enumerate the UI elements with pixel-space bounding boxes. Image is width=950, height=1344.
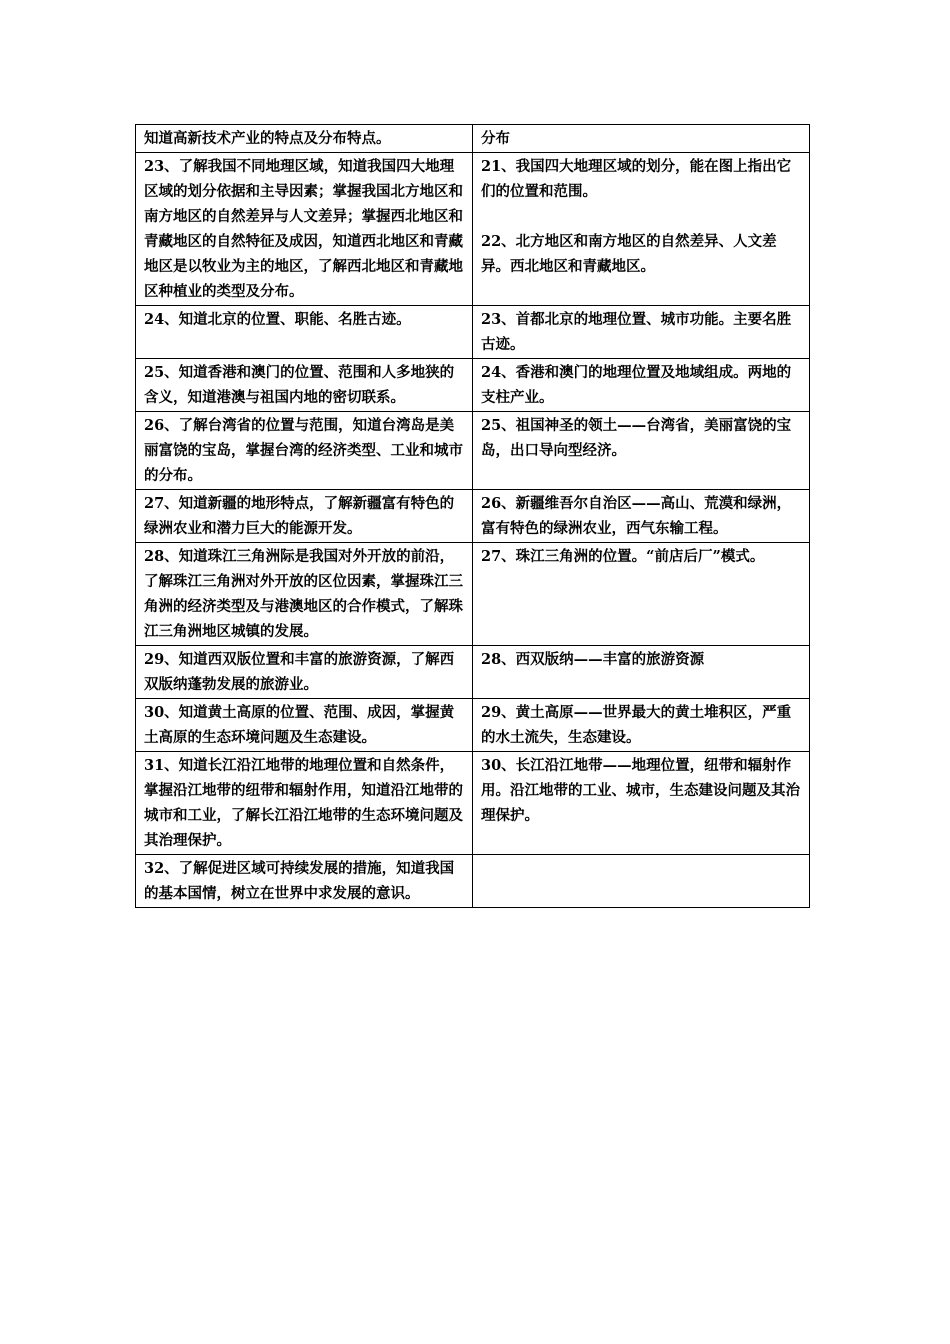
content-cell — [473, 699, 810, 752]
content-text: 21、我国四大地理区域的划分，能在图上指出它们的位置和范围。 — [481, 158, 792, 200]
content-text: 24、香港和澳门的地理位置及地域组成。两地的支柱产业。 — [481, 364, 792, 406]
table-row — [136, 855, 810, 908]
table-row — [136, 752, 810, 855]
table-row — [136, 699, 810, 752]
content-cell — [473, 752, 810, 855]
requirement-cell: 23、了解我国不同地理区域，知道我国四大地理区域的划分依据和主导因素；掌握我国北方地区和南方地区的自然差异与人文差异；掌握西北地区和青藏地区的自然特征及成因，知道西北地区和青藏地区是以牧业为主的地区，了解西北地区和青藏地区种植业的类型及分布。 — [136, 153, 473, 306]
table-row — [136, 490, 810, 543]
content-cell — [473, 125, 810, 153]
table-row — [136, 153, 810, 306]
requirement-cell: 31、知道长江沿江地带的地理位置和自然条件，掌握沿江地带的纽带和辐射作用，知道沿江地带的城市和工业，了解长江沿江地带的生态环境问题及其治理保护。 — [136, 752, 473, 855]
content-text: 27、珠江三角洲的位置。“前店后厂”模式。 — [481, 548, 765, 565]
requirement-cell: 30、知道黄土高原的位置、范围、成因，掌握黄土高原的生态环境问题及生态建设。 — [136, 699, 473, 752]
content-text: 25、祖国神圣的领土——台湾省，美丽富饶的宝岛，出口导向型经济。 — [481, 417, 792, 459]
content-text: 30、长江沿江地带——地理位置，纽带和辐射作用。沿江地带的工业、城市，生态建设问题及其治理保护。 — [481, 757, 800, 824]
requirement-cell: 25、知道香港和澳门的位置、范围和人多地狭的含义，知道港澳与祖国内地的密切联系。 — [136, 359, 473, 412]
content-cell — [473, 855, 810, 908]
paragraph-gap — [481, 204, 803, 229]
requirement-cell: 28、知道珠江三角洲际是我国对外开放的前沿，了解珠江三角洲对外开放的区位因素，掌握珠江三角洲的经济类型及与港澳地区的合作模式，了解珠江三角洲地区城镇的发展。 — [136, 543, 473, 646]
content-text: 分布 — [481, 130, 510, 147]
table-row — [136, 646, 810, 699]
content-text: 29、黄土高原——世界最大的黄土堆积区，严重的水土流失，生态建设。 — [481, 704, 792, 746]
requirement-cell: 24、知道北京的位置、职能、名胜古迹。 — [136, 306, 473, 359]
table-row — [136, 412, 810, 490]
requirement-cell: 知道高新技术产业的特点及分布特点。 — [136, 125, 473, 153]
content-text: 22、北方地区和南方地区的自然差异、人文差异。西北地区和青藏地区。 — [481, 233, 777, 275]
content-table — [135, 124, 810, 908]
content-cell — [473, 412, 810, 490]
table-row — [136, 543, 810, 646]
content-cell — [473, 153, 810, 306]
content-text: 23、首都北京的地理位置、城市功能。主要名胜古迹。 — [481, 311, 792, 353]
requirement-cell: 26、了解台湾省的位置与范围，知道台湾岛是美丽富饶的宝岛，掌握台湾的经济类型、工业和城市的分布。 — [136, 412, 473, 490]
table-row — [136, 306, 810, 359]
content-text: 26、新疆维吾尔自治区——高山、荒漠和绿洲，富有特色的绿洲农业，西气东输工程。 — [481, 495, 792, 537]
content-cell — [473, 306, 810, 359]
table-body — [136, 125, 810, 908]
requirement-cell: 27、知道新疆的地形特点，了解新疆富有特色的绿洲农业和潜力巨大的能源开发。 — [136, 490, 473, 543]
content-cell — [473, 490, 810, 543]
requirement-cell: 29、知道西双版位置和丰富的旅游资源，了解西双版纳蓬勃发展的旅游业。 — [136, 646, 473, 699]
content-cell — [473, 646, 810, 699]
content-text: 28、西双版纳——丰富的旅游资源 — [481, 651, 705, 668]
requirement-cell: 32、了解促进区域可持续发展的措施，知道我国的基本国情，树立在世界中求发展的意识。 — [136, 855, 473, 908]
content-cell — [473, 359, 810, 412]
table-row — [136, 359, 810, 412]
content-cell — [473, 543, 810, 646]
table-row — [136, 125, 810, 153]
